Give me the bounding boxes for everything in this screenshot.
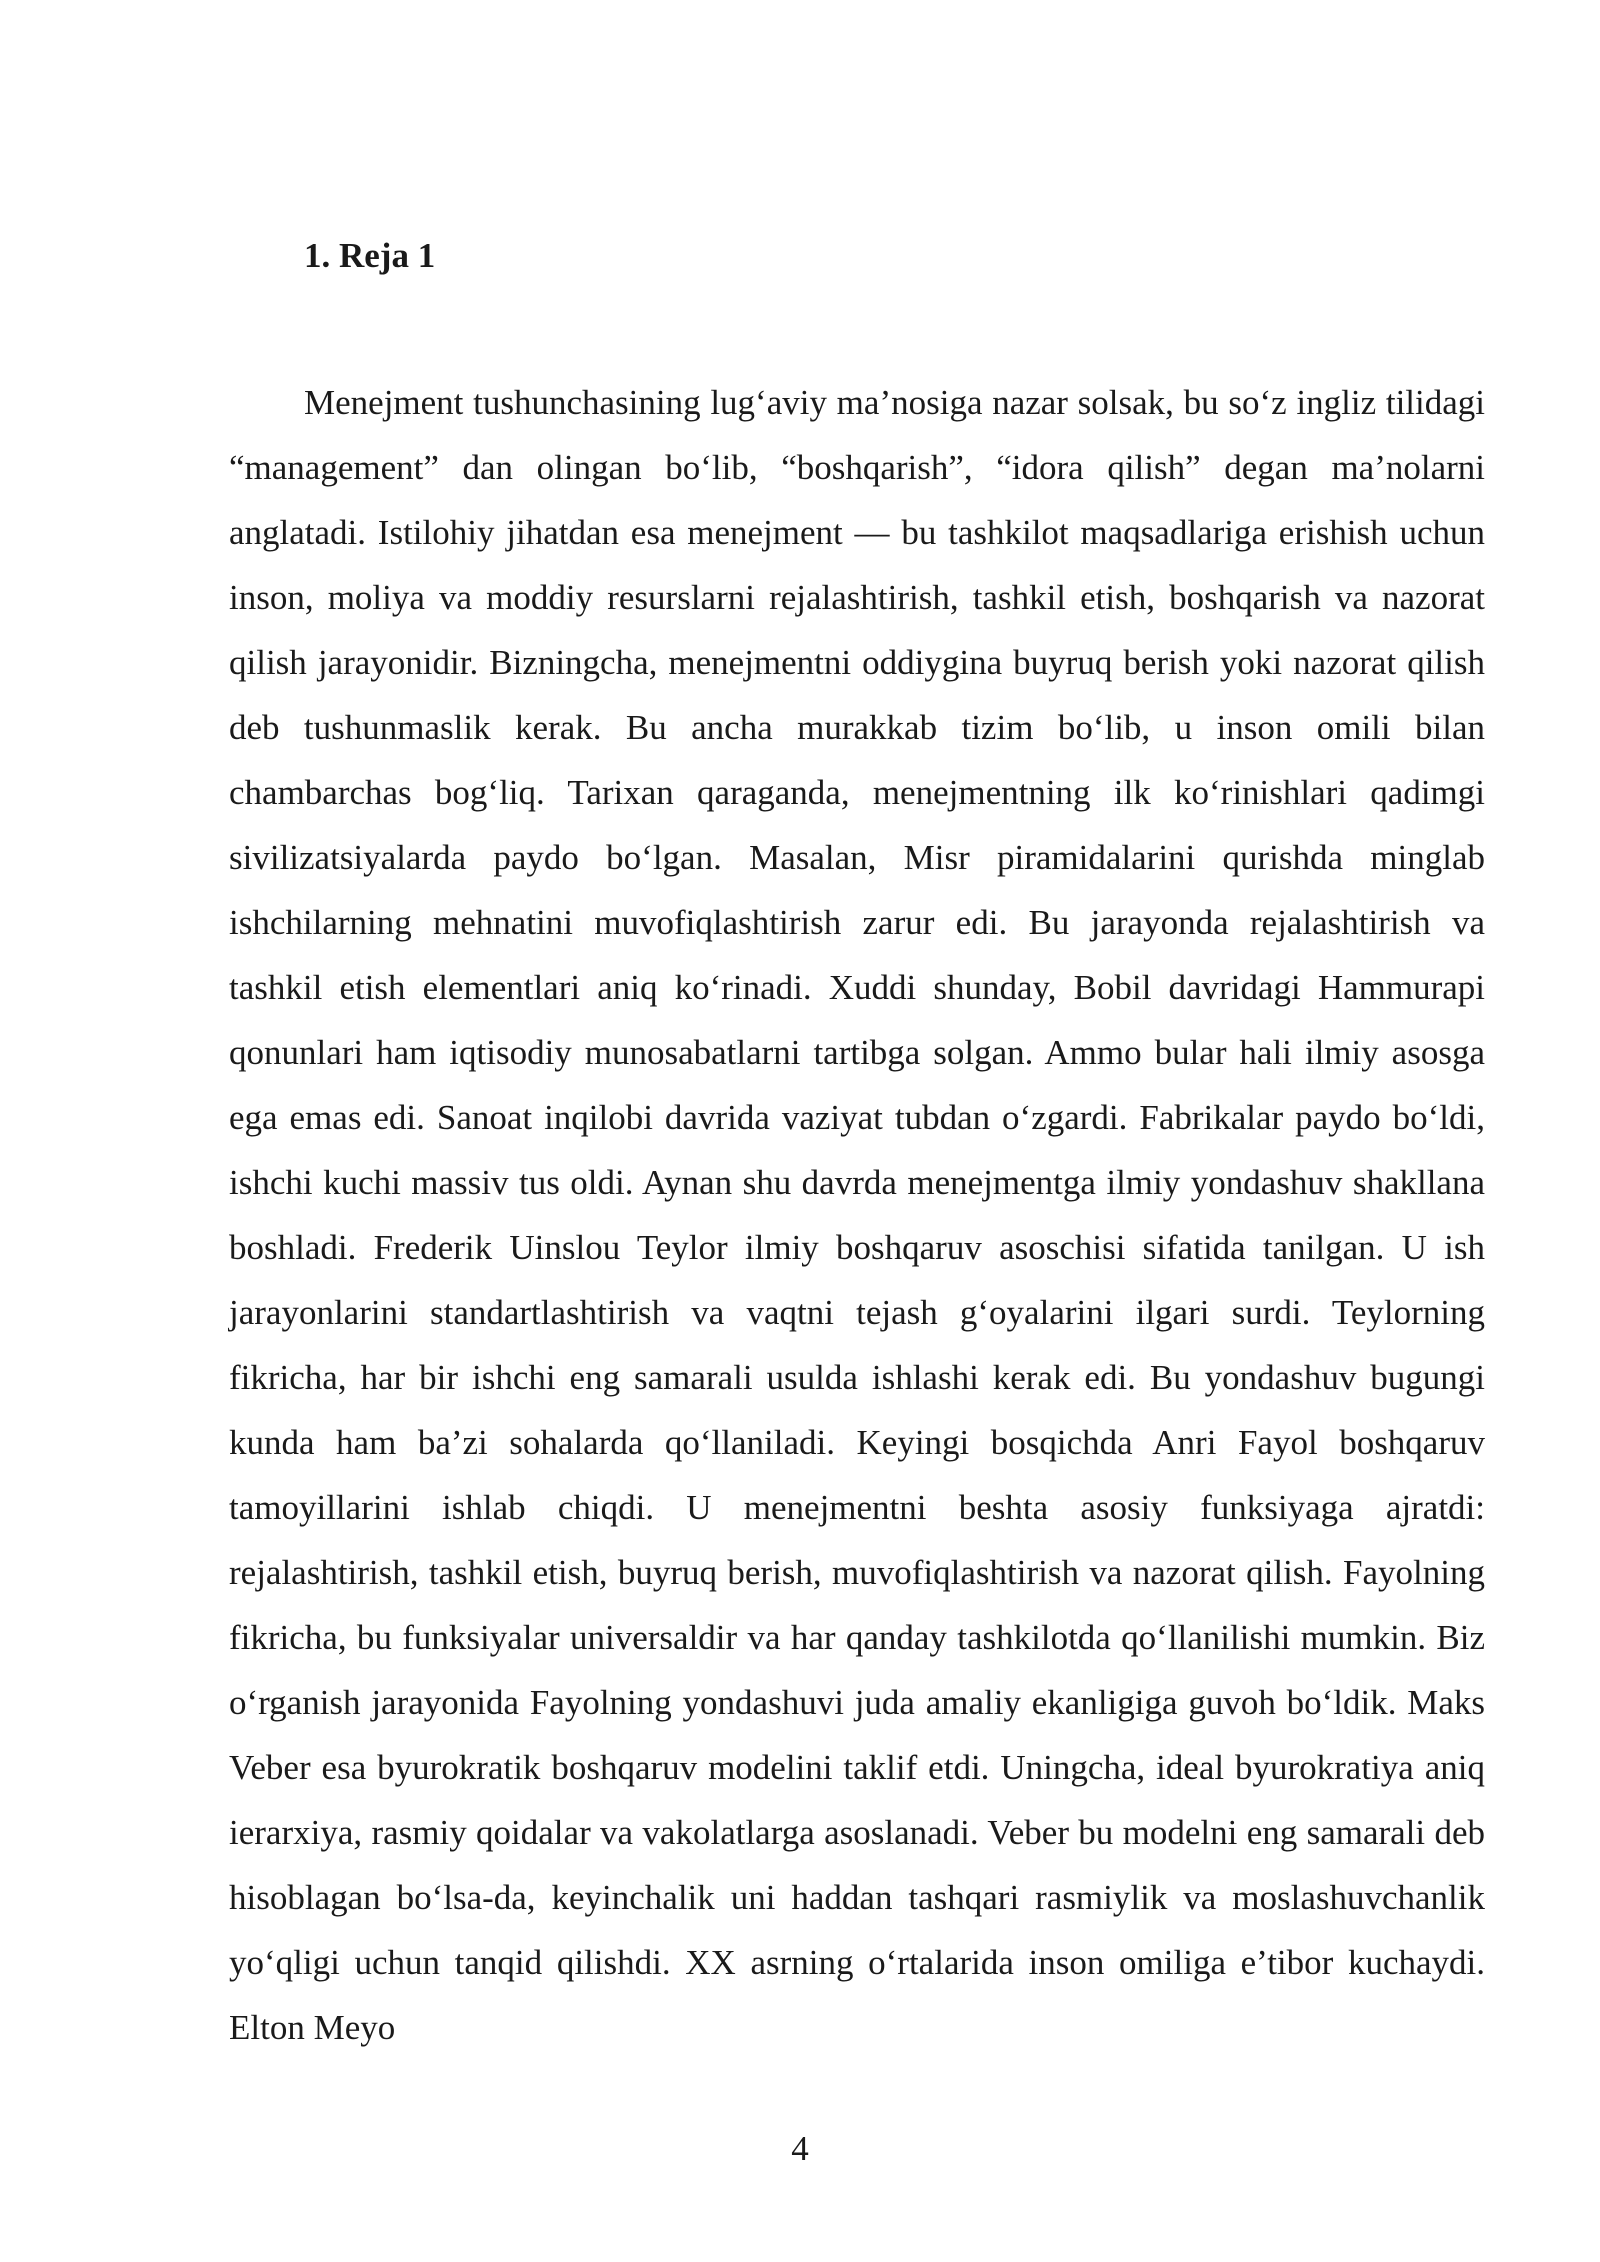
section-heading: 1. Reja 1 — [304, 236, 436, 275]
page-number: 4 — [791, 2129, 809, 2168]
body-paragraph: Menejment tushunchasining lug‘aviy ma’nosiga nazar solsak, bu so‘z ingliz tilidagi “management” dan olingan bo‘lib, “boshqarish”, “idora qilish” degan ma’nolarni anglatadi. Istilohiy jihatdan esa menejment — bu tashkilot maqsadlariga erishish uchun inson, moliya va moddiy resurslarni rejalashtirish, tashkil etish, boshqarish va nazorat qilish jarayonidir. Bizningcha, menejmentni oddiygina buyruq berish yoki nazorat qilish deb tushunmaslik kerak. Bu ancha murakkab tizim bo‘lib, u inson omili bilan chambarchas bog‘liq. Tarixan qaraganda, menejmentning ilk ko‘rinishlari qadimgi sivilizatsiyalarda paydo bo‘lgan. Masalan, Misr piramidalarini qurishda minglab ishchilarning mehnatini muvofiqlashtirish zarur edi. Bu jarayonda rejalashtirish va tashkil etish elementlari aniq ko‘rinadi. Xuddi shunday, Bobil davridagi Hammurapi qonunlari ham iqtisodiy munosabatlarni tartibga solgan. Ammo bular hali ilmiy asosga ega emas edi. Sanoat inqilobi davrida vaziyat tubdan o‘zgardi. Fabrikalar paydo bo‘ldi, ishchi kuchi massiv tus oldi. Aynan shu davrda menejmentga ilmiy yondashuv shakllana boshladi. Frederik Uinslou Teylor ilmiy boshqaruv asoschisi sifatida tanilgan. U ish jarayonlarini standartlashtirish va vaqtni tejash g‘oyalarini ilgari surdi. Teylorning fikricha, har bir ishchi eng samarali usulda ishlashi kerak edi. Bu yondashuv bugungi kunda ham ba’zi sohalarda qo‘llaniladi. Keyingi bosqichda Anri Fayol boshqaruv tamoyillarini ishlab chiqdi. U menejmentni beshta asosiy funksiyaga ajratdi: rejalashtirish, tashkil etish, buyruq berish, muvofiqlashtirish va nazorat qilish. Fayolning fikricha, bu funksiyalar universaldir va har qanday tashkilotda qo‘llanilishi mumkin. Biz o‘rganish jarayonida Fayolning yondashuvi juda amaliy ekanligiga guvoh bo‘ldik. Maks Veber esa byurokratik boshqaruv modelini taklif etdi. Uningcha, ideal byurokratiya aniq ierarxiya, rasmiy qoidalar va vakolatlarga asoslanadi. Veber bu modelni eng samarali deb hisoblagan bo‘lsa-da, keyinchalik uni haddan tashqari rasmiylik va moslashuvchanlik yo‘qligi uchun tanqid qilishdi. XX asrning o‘rtalarida inson omiliga e’tibor kuchaydi. Elton Meyo — [229, 383, 1485, 2047]
